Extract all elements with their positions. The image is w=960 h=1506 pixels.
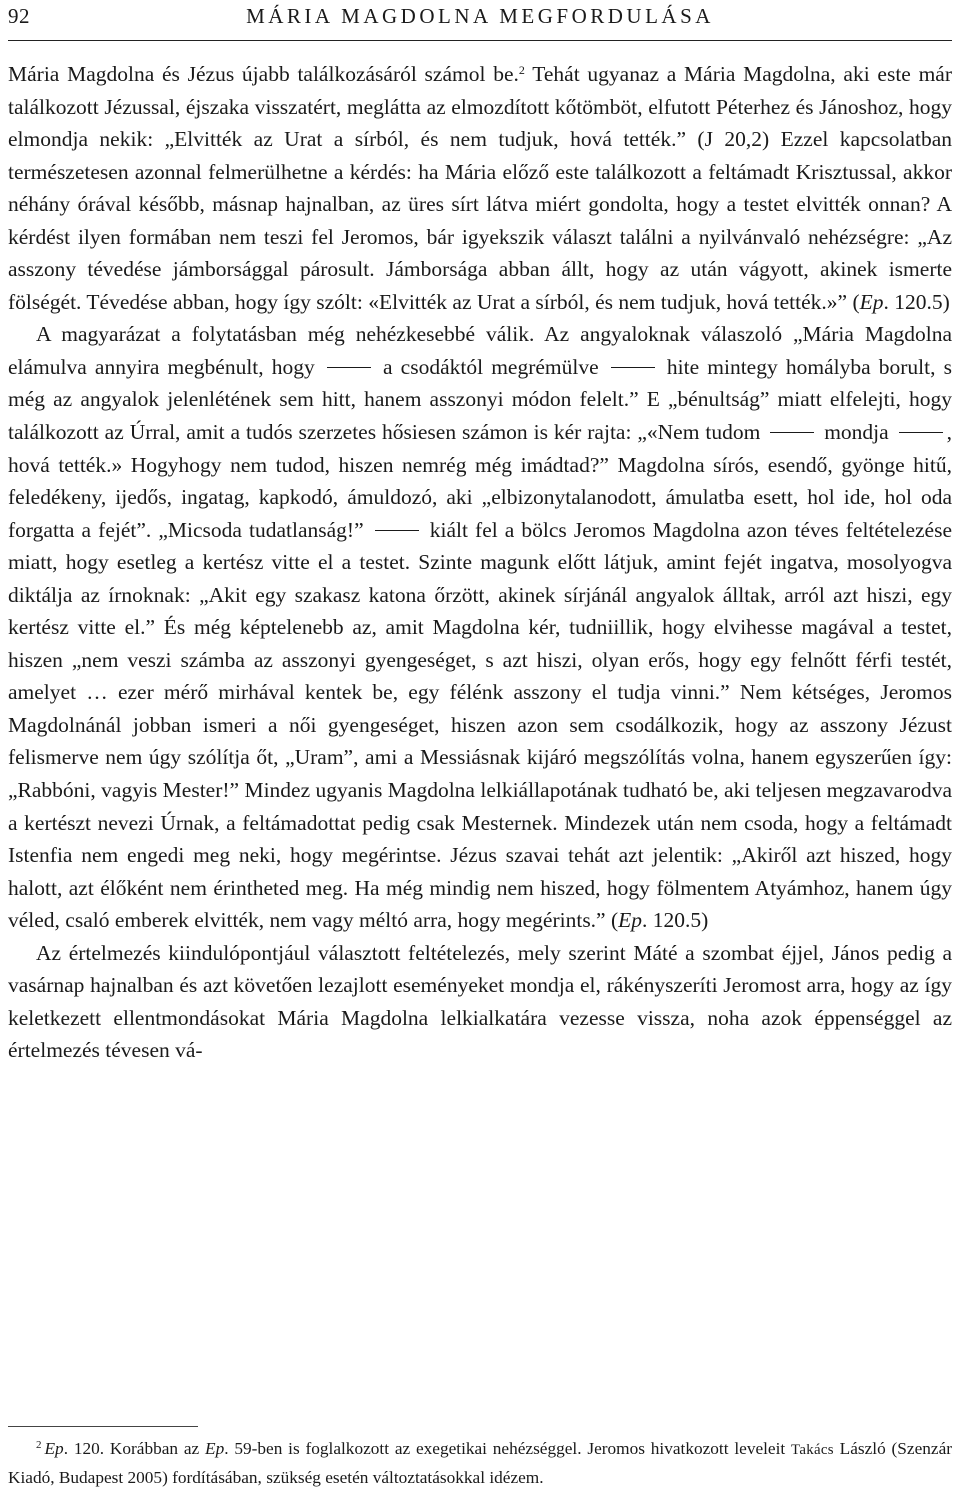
p1-ep-abbrev: Ep — [859, 289, 884, 314]
running-title: MÁRIA MAGDOLNA MEGFORDULÁSA — [246, 4, 714, 28]
main-text — [8, 58, 952, 1067]
paragraph-3: Az értelmezés kiindulópontjául választott feltételezés, mely szerint Máté a szombat éjjel, János pedig a vasárnap hajnalban és azt követően lezajlott eseményeket mondja el, rákényszeríti Jeromost arra, hogy az így keletkezett ellentmondásokat Mária Magdolna lelkialkatára vezesse vissza, noha azok éppenséggel az értelmezés tévesen vá- — [8, 940, 952, 1063]
p2-text-e: , hová tették.» Hogyhogy nem tudod, hiszen nemrég még imádtad?” Magdolna sírós, esendő, gyönge hitű, feledékeny, ijedős, ingatag, kapkodó, ámuldozó, aki „elbizonytalanodott, ámulatba esett, hol ide, hol oda forgatta a fejét”. „Micsoda tudatlanság!” — [8, 420, 952, 542]
page-header — [8, 0, 952, 36]
paragraph-2 — [8, 318, 952, 936]
footnote-ep-1: Ep — [44, 1439, 64, 1458]
p2-text-d: mondja — [818, 420, 895, 445]
p1-text-a: Mária Magdolna és Jézus újabb találkozásáról számol be. — [8, 62, 519, 86]
p2-text-a: A magyarázat a folytatásban még nehézkesebbé válik. Az angyaloknak válaszoló „Mária Magdolna elámulva annyira megbénult, hogy — [8, 322, 952, 379]
footnote — [8, 1435, 952, 1492]
p2-text-c: hite mintegy homályba borult, s még az angyalok jelenlétének sem hitt, hanem asszonyi módon felelt.” E „bénultság” miatt elfelejti, hogy találkozott az Úrral, amit a tudós szerzetes hősiesen számon is kér rajta: „«Nem tudom — [8, 354, 952, 445]
header-rule — [8, 40, 952, 41]
footnote-text-a: . 120. Korábban az — [63, 1439, 206, 1458]
paragraph-1 — [8, 58, 952, 318]
footnote-mark: 2 — [36, 1439, 42, 1451]
p2-text-f: kiált fel a bölcs Jeromos Magdolna azon téves feltételezése miatt, hogy esetleg a kertész vitte el a testet. Szinte magunk előtt látjuk, amint fejét ingatva, mosolyogva diktálja az írnoknak: „Akit egy szakasz katona őrzött, akinek sírjánál angyalok álltak, arról azt hiszi, egy kertész vitte el.” És még képtelenebb az, amit Magdolna kér, tudniillik, hogy elvihesse magával a testet, hiszen „nem veszi számba az asszonyi gyengeséget, s azt hiszi, olyan erős, hogy egy felnőtt férfi testét, amelyet … ezer mérő mirhával kentek be, egy félénk asszony el tudja vinni.” Nem kétséges, Jeromos Magdolnánál jobban ismeri a női gyengeséget, hiszen azon sem csodálkozik, hogy az asszony Jézust felismerve nem úgy szólítja őt, „Uram”, ami a Messiásnak kijáró megszólítás volna, hanem egyszerűen így: „Rabbóni, vagyis Mester!” Mindez ugyanis Magdolna lelkiállapotának tudható be, aki teljesen megzavarodva a kertészt nevezi Úrnak, a feltámadottat pedig csak Mesternek. Mindezek után nem csoda, hogy a feltámadt Istenfia nem engedi meg neki, hogy megérintse. Jézus szavai tehát azt jelentik: „Akiről azt hiszed, hogy halott, azt élőként nem érintheted meg. Ha még mindig nem hiszed, hogy fölmentem Atyámhoz, hanem úgy véled, csaló emberek elvitték, nem vagy méltó arra, hogy megérints.” ( — [8, 517, 952, 933]
footnote-author: Takács — [791, 1442, 834, 1458]
footnote-reference[interactable]: 2 — [518, 63, 525, 77]
p1-text-c: . 120.5) — [883, 289, 950, 314]
p2-text-b: a csodáktól megrémülve — [374, 354, 607, 379]
p2-ep-abbrev: Ep — [618, 908, 643, 933]
page-number: 92 — [8, 4, 30, 28]
em-dash-3 — [770, 432, 814, 433]
em-dash-1 — [327, 367, 371, 368]
p1-text-b: Tehát ugyanaz a Mária Magdolna, aki este már találkozott Jézussal, éjszaka visszatért, meglátta az elmozdított kőtömböt, elfutott Péterhez és Jánoshoz, hogy elmondja nekik: „Elvitték az Urat a sírból, és nem tudjuk, hová tették.” (J 20,2) Ezzel kapcsolatban természetesen azonnal felmerülhetne a kérdés: ha Mária előző este találkozott a feltámadt Krisztussal, akkor néhány órával később, másnap hajnalban, az üres sírt látva miért gondolta, hogy a testet elvitték onnan? A kérdést ilyen formában nem teszi fel Jeromos, bár igyekszik választ találni a nyilvánvaló nehézségre: „Az asszony tévedése jámborsággal párosult. Jámborsága abban állt, hogy az után vágyott, akinek ismerte fölségét. Tévedése abban, hogy így szólt: «Elvitték az Urat a sírból, és nem tudjuk, hová tették.»” ( — [8, 62, 952, 314]
footnote-ep-2: Ep — [205, 1439, 225, 1458]
p2-text-g: . 120.5) — [642, 908, 709, 933]
footnote-text-b: . 59-ben is foglalkozott az exegetikai nehézséggel. Jeromos hivatkozott leveleit — [224, 1439, 792, 1458]
footnote-text-c: László (Szenzár Kiadó, Budapest 2005) fordításában, szükség esetén változtatásokkal idézem. — [8, 1439, 952, 1487]
footnote-rule — [8, 1426, 198, 1427]
em-dash-2 — [611, 367, 655, 368]
em-dash-5 — [375, 530, 419, 531]
em-dash-4 — [899, 432, 943, 433]
